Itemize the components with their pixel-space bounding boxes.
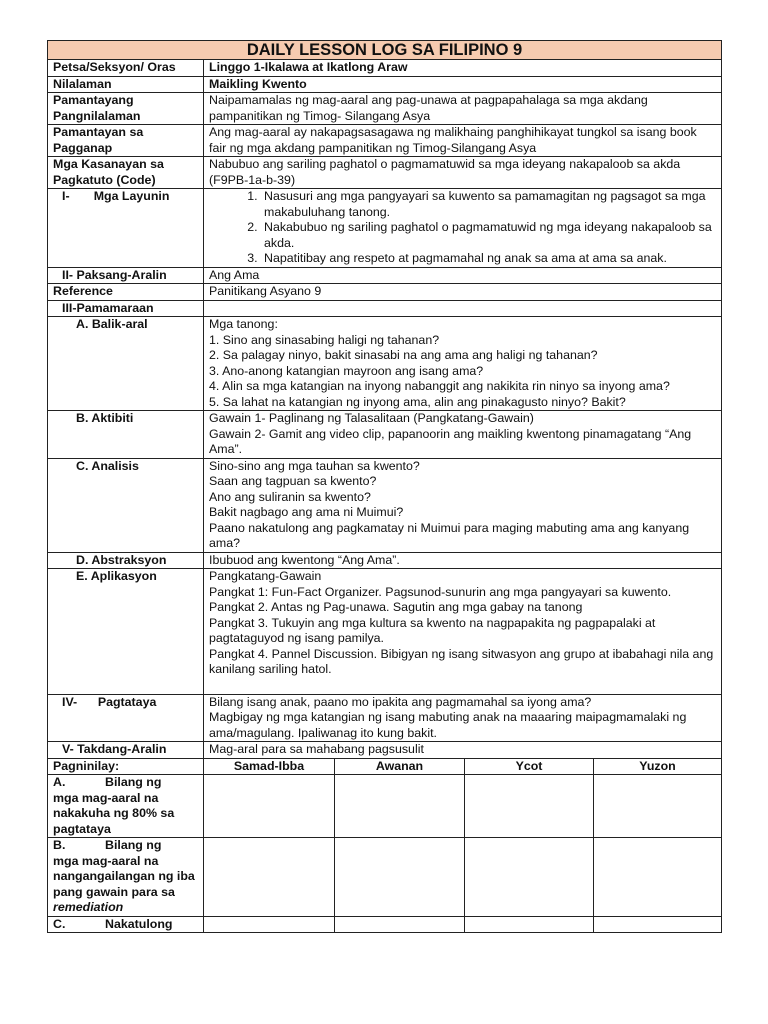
layunin-list (209, 189, 716, 267)
cell-ycot-c[interactable] (465, 916, 594, 933)
cell-yuzon-a[interactable] (594, 775, 722, 838)
row-a-letter: A. (53, 775, 66, 789)
row-pamantayang-pangnilalaman (48, 93, 722, 125)
label-nilalaman: Nilalaman (48, 76, 204, 93)
row-a-rest: mga mag-aaral na nakakuha ng 80% sa pagtataya (53, 790, 175, 836)
label-abstraksyon: D. Abstraksyon (48, 552, 204, 569)
section-header: Yuzon (594, 758, 722, 775)
aktibiti-line: Gawain 2- Gamit ang video clip, papanoorin ang maikling kwentong pinamagatang “Ang Ama”. (209, 426, 692, 456)
value-pagtataya (204, 694, 722, 742)
label-balik-aral: A. Balik-aral (48, 317, 204, 411)
value-layunin (204, 189, 722, 268)
row-a-first: Bilang ng (105, 775, 162, 789)
cell-yuzon-b[interactable] (594, 838, 722, 917)
cell-samad-ibba-c[interactable] (204, 916, 335, 933)
label-layunin (48, 189, 204, 268)
label-pamantayan-pagganap: Pamantayan sa Pagganap (48, 125, 204, 157)
row-takdang-aralin (48, 742, 722, 759)
aplikasyon-line: Pangkat 4. Pannel Discussion. Bibigyan ng isang sitwasyon ang grupo at ibabahagi nila ang kanilang sariling hatol. (209, 646, 714, 676)
cell-ycot-b[interactable] (465, 838, 594, 917)
balik-aral-line: 2. Sa palagay ninyo, bakit sinasabi na ang ama ang haligi ng tahanan? (209, 348, 598, 362)
analisis-line: Saan ang tagpuan sa kwento? (209, 474, 377, 488)
label-aplikasyon: E. Aplikasyon (48, 569, 204, 695)
row-b-first: Bilang ng (105, 838, 162, 852)
row-nilalaman (48, 76, 722, 93)
label-pagninilay-a (48, 775, 204, 838)
value-pamantayan-pagganap: Ang mag-aaral ay nakapagsasagawa ng malikhaing panghihikayat tungkol sa isang book fair ng mga akdang pampanitikan ng Timog-Silangang Asya (204, 125, 722, 157)
pagtataya-number: IV- (62, 694, 78, 709)
value-paksang-aralin: Ang Ama (204, 267, 722, 284)
pagtataya-line: Magbigay ng mga katangian ng isang mabuting anak na maaaring maipagmamalaki ng ama/magulang. Ipaliwanag ito kung bakit. (209, 710, 687, 740)
label-pamamaraan: III-Pamamaraan (48, 300, 204, 317)
value-petsa: Linggo 1-Ikalawa at Ikatlong Araw (204, 60, 722, 77)
cell-awanan-c[interactable] (335, 916, 465, 933)
row-c-letter: C. (53, 916, 66, 931)
cell-samad-ibba-a[interactable] (204, 775, 335, 838)
row-b-letter: B. (53, 838, 66, 852)
label-pagninilay-c (48, 916, 204, 933)
row-petsa (48, 60, 722, 77)
pagtataya-line: Bilang isang anak, paano mo ipakita ang pagmamahal sa iyong ama? (209, 694, 592, 709)
title-row (48, 41, 722, 60)
label-pamantayang-pangnilalaman: Pamantayang Pangnilalaman (48, 93, 204, 125)
balik-aral-line: 5. Sa lahat na katangian ng inyong ama, alin ang pinakagusto ninyo? Bakit? (209, 394, 626, 409)
analisis-line: Paano nakatulong ang pagkamatay ni Muimui para maging mabuting ama ang kanyang ama? (209, 520, 690, 550)
row-pamantayan-pagganap (48, 125, 722, 157)
lesson-log-sheet (47, 40, 721, 933)
value-pamantayang-pangnilalaman: Naipamamalas ng mag-aaral ang pag-unawa at pagpapahalaga sa mga akdang pampanitikan ng Timog- Silangang Asya (204, 93, 722, 125)
row-analisis (48, 458, 722, 552)
value-kasanayan: Nabubuo ang sariling paghatol o pagmamatuwid sa mga ideyang nakapaloob sa akda (F9PB-1a-b-39) (204, 157, 722, 189)
balik-aral-line: 4. Alin sa mga katangian na inyong nabanggit ang nakikita rin ninyo sa inyong ama? (209, 379, 670, 393)
section-header: Ycot (465, 758, 594, 775)
value-analisis (204, 458, 722, 552)
analisis-line: Ano ang suliranin sa kwento? (209, 489, 371, 504)
aktibiti-line: Gawain 1- Paglinang ng Talasalitaan (Pangkatang-Gawain) (209, 411, 534, 425)
balik-aral-line: 3. Ano-anong katangian mayroon ang isang ama? (209, 363, 484, 378)
aplikasyon-line: Pangkat 3. Tukuyin ang mga kultura sa kwento na nagpapakita ng pagpapalaki at pagtataguyod ng isang pamilya. (209, 615, 656, 645)
cell-samad-ibba-b[interactable] (204, 838, 335, 917)
analisis-line: Bakit nagbago ang ama ni Muimui? (209, 505, 404, 519)
section-header: Awanan (335, 758, 465, 775)
row-pagninilay-c (48, 916, 722, 933)
label-takdang-aralin: V- Takdang-Aralin (48, 742, 204, 759)
label-aktibiti: B. Aktibiti (48, 411, 204, 459)
lesson-log-table (47, 40, 722, 933)
analisis-line: Sino-sino ang mga tauhan sa kwento? (209, 458, 420, 473)
row-pagninilay-b (48, 838, 722, 917)
row-pagtataya (48, 694, 722, 742)
section-header: Samad-Ibba (204, 758, 335, 775)
row-b-rest: mga mag-aaral na nangangailangan ng iba pang gawain para sa (53, 853, 195, 899)
cell-yuzon-c[interactable] (594, 916, 722, 933)
value-pamamaraan (204, 300, 722, 317)
row-layunin (48, 189, 722, 268)
row-b-italic: remediation (53, 900, 124, 914)
value-takdang-aralin: Mag-aral para sa mahabang pagsusulit (204, 742, 722, 759)
row-abstraksyon (48, 552, 722, 569)
row-pagninilay-a (48, 775, 722, 838)
row-reference (48, 284, 722, 301)
label-pagninilay-b (48, 838, 204, 917)
row-paksang-aralin (48, 267, 722, 284)
row-c-first: Nakatulong (105, 916, 173, 931)
label-pagtataya (48, 694, 204, 742)
row-pamamaraan (48, 300, 722, 317)
aplikasyon-line: Pangkatang-Gawain (209, 569, 322, 583)
layunin-item: 3. Napatitibay ang respeto at pagmamahal ng anak sa ama at ama sa anak. (261, 251, 716, 267)
row-kasanayan (48, 157, 722, 189)
balik-aral-line: Mga tanong: (209, 317, 278, 331)
label-kasanayan: Mga Kasanayan sa Pagkatuto (Code) (48, 157, 204, 189)
balik-aral-line: 1. Sino ang sinasabing haligi ng tahanan? (209, 332, 440, 347)
label-petsa: Petsa/Seksyon/ Oras (48, 60, 204, 77)
layunin-item: 2. Nakabubuo ng sariling paghatol o pagmamatuwid ng mga ideyang nakapaloob sa akda. (261, 220, 716, 251)
value-nilalaman: Maikling Kwento (204, 76, 722, 93)
label-pagninilay: Pagninilay: (48, 758, 204, 775)
label-analisis: C. Analisis (48, 458, 204, 552)
row-aktibiti (48, 411, 722, 459)
value-reference: Panitikang Asyano 9 (204, 284, 722, 301)
document-title: DAILY LESSON LOG SA FILIPINO 9 (48, 41, 722, 60)
value-aplikasyon (204, 569, 722, 695)
layunin-number: I- (62, 189, 70, 203)
cell-awanan-b[interactable] (335, 838, 465, 917)
value-abstraksyon: Ibubuod ang kwentong “Ang Ama”. (204, 552, 722, 569)
layunin-label: Mga Layunin (93, 189, 170, 203)
cell-ycot-a[interactable] (465, 775, 594, 838)
layunin-item: 1. Nasusuri ang mga pangyayari sa kuwento sa pamamagitan ng pagsagot sa mga makabuluhang tanong. (261, 189, 716, 220)
pagtataya-label: Pagtataya (97, 694, 157, 709)
aplikasyon-line: Pangkat 2. Antas ng Pag-unawa. Sagutin ang mga gabay na tanong (209, 600, 583, 614)
aplikasyon-line: Pangkat 1: Fun-Fact Organizer. Pagsunod-sunurin ang mga pangyayari sa kuwento. (209, 584, 672, 599)
value-aktibiti (204, 411, 722, 459)
value-balik-aral (204, 317, 722, 411)
row-aplikasyon (48, 569, 722, 695)
label-reference: Reference (48, 284, 204, 301)
cell-awanan-a[interactable] (335, 775, 465, 838)
row-pagninilay-header (48, 758, 722, 775)
label-paksang-aralin: II- Paksang-Aralin (48, 267, 204, 284)
row-balik-aral (48, 317, 722, 411)
